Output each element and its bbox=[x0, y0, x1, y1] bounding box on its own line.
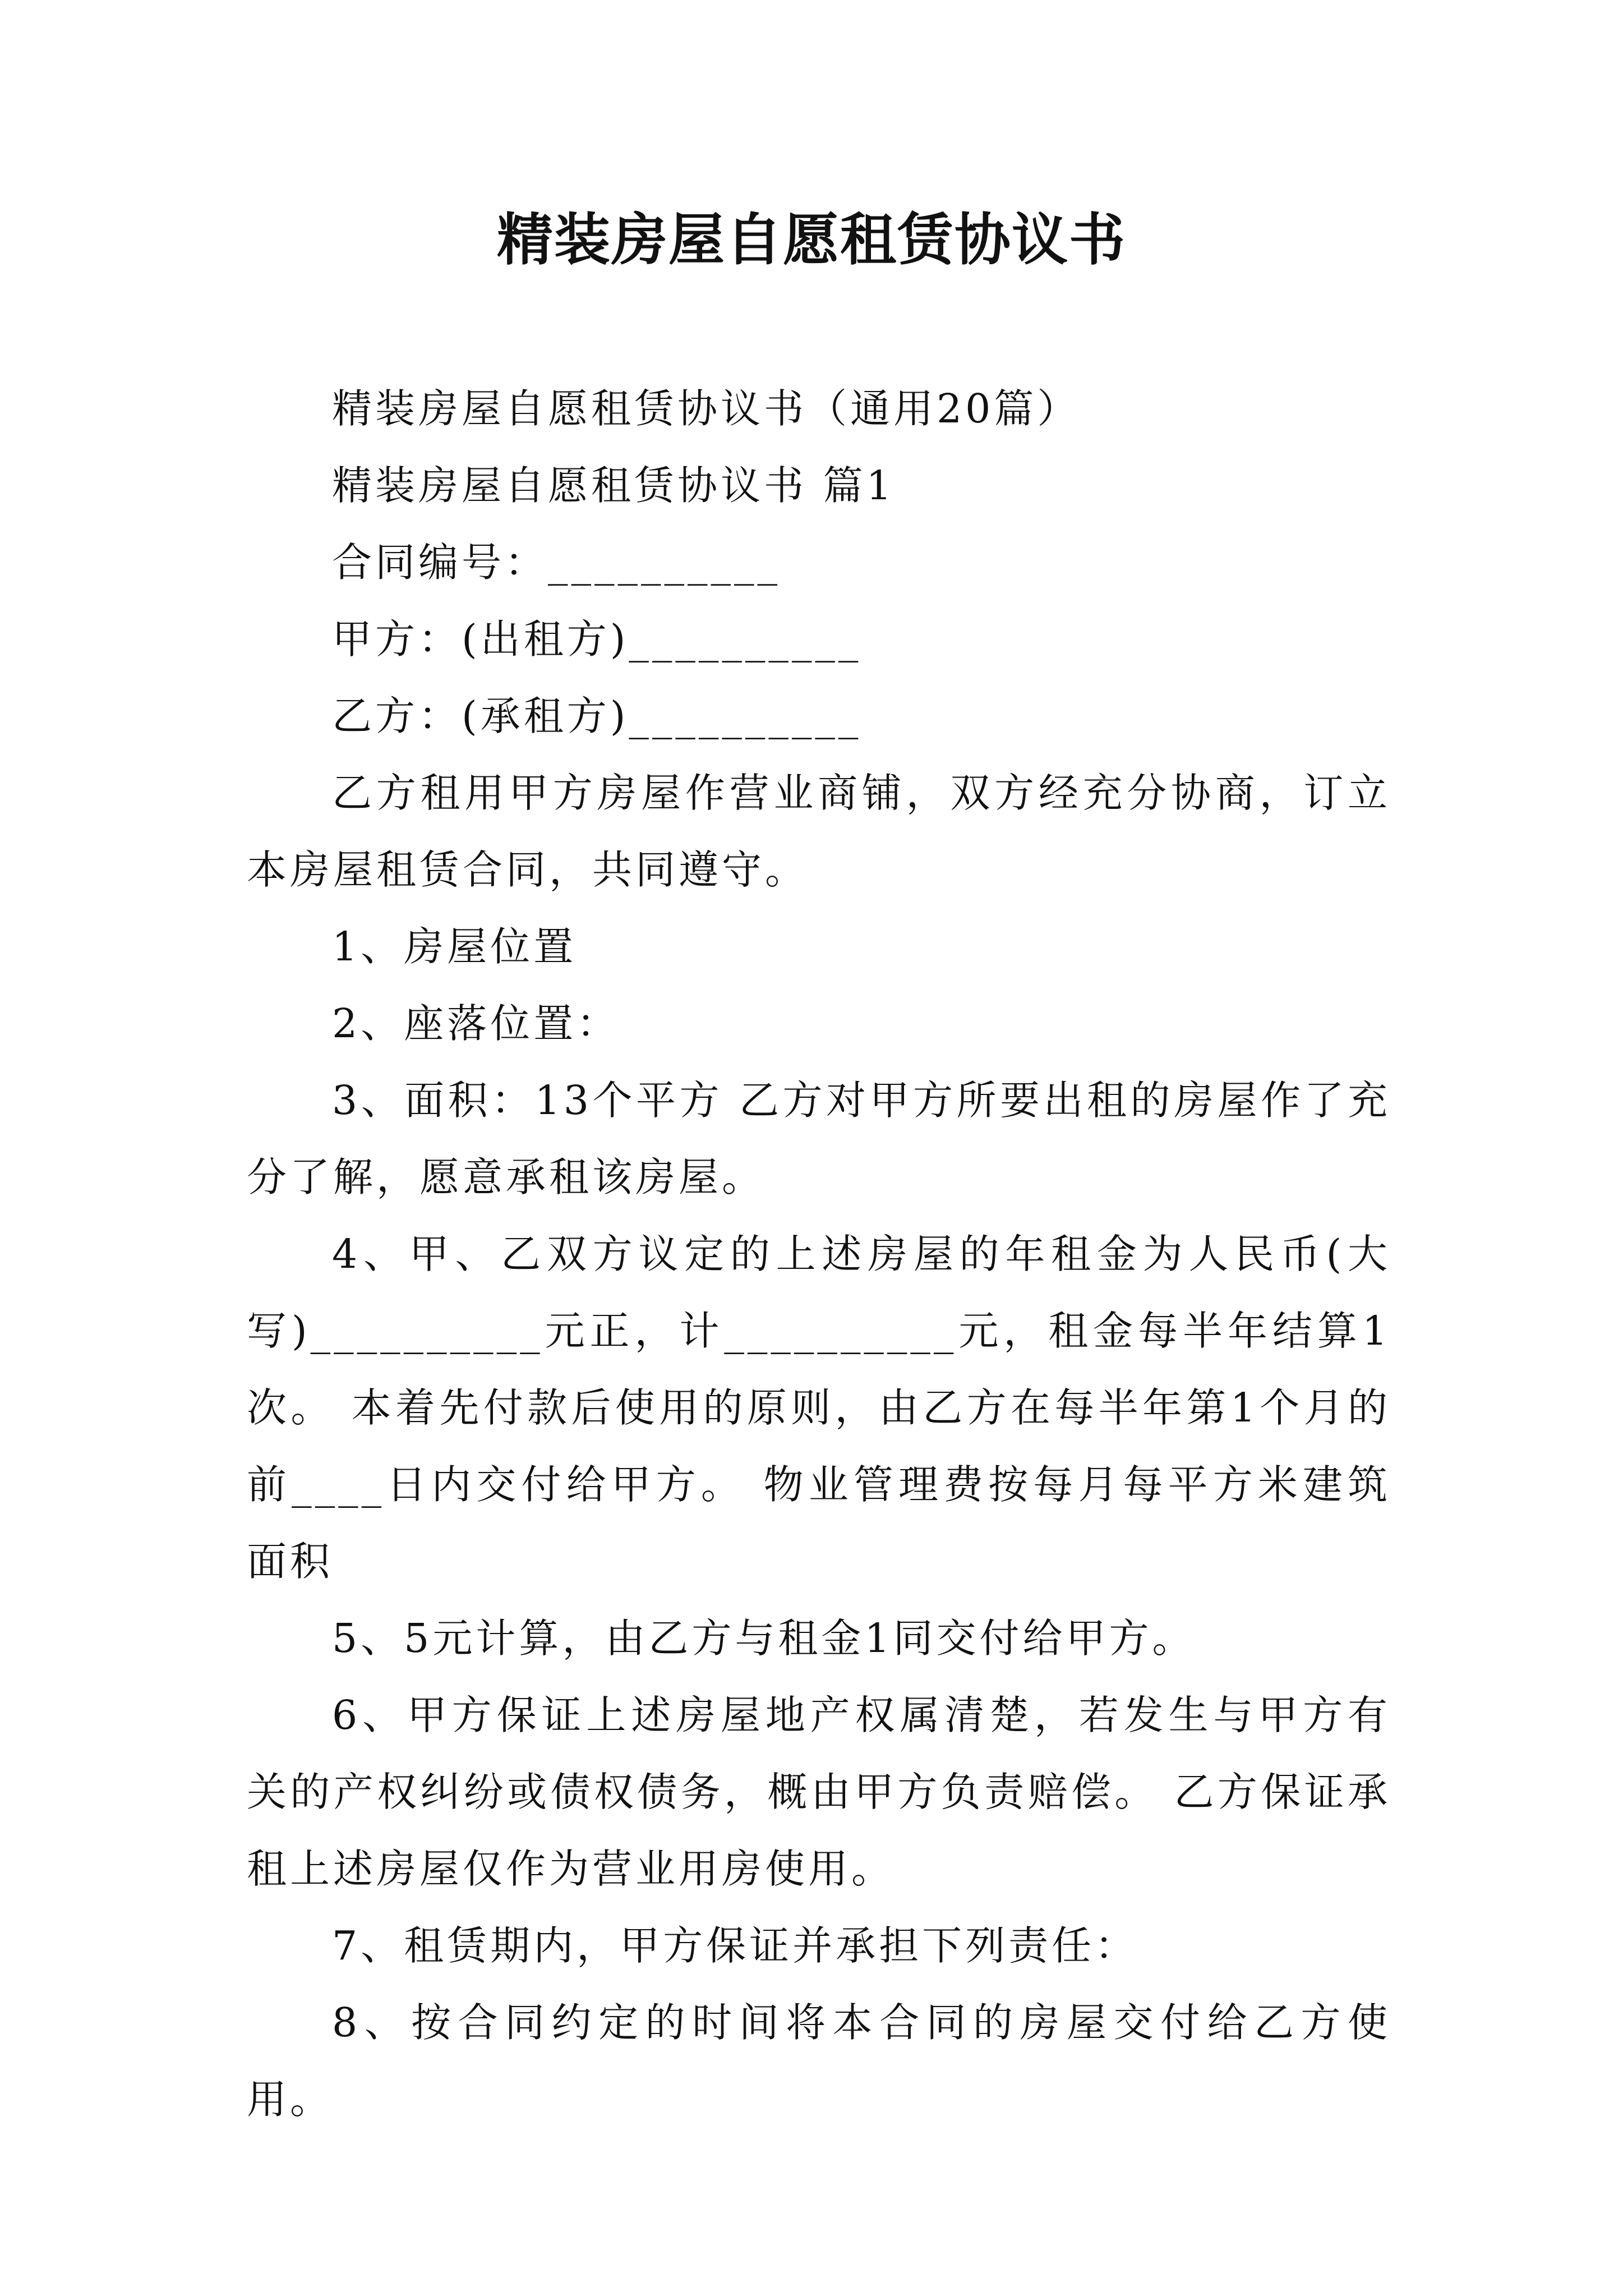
subtitle-paragraph: 精装房屋自愿租赁协议书（通用20篇） bbox=[332, 385, 1081, 432]
clause-8: 8、按合同约定的时间将本合同的房屋交付给乙方使用。 bbox=[247, 1999, 1391, 2123]
clause-3: 3、面积：13个平方 乙方对甲方所要出租的房屋作了充分了解，愿意承租该房屋。 bbox=[247, 1077, 1391, 1200]
document-title: 精装房屋自愿租赁协议书 bbox=[497, 206, 1126, 273]
document-body bbox=[247, 370, 1391, 2138]
clause-7: 7、租赁期内，甲方保证并承担下列责任： bbox=[332, 1922, 1138, 1969]
party-b-line: 乙方：(承租方)__________ bbox=[332, 693, 862, 739]
party-a-line: 甲方：(出租方)__________ bbox=[332, 616, 862, 662]
clause-5: 5、5元计算，由乙方与租金1同交付给甲方。 bbox=[332, 1615, 1196, 1662]
clause-6: 6、甲方保证上述房屋地产权属清楚，若发生与甲方有关的产权纠纷或债权债务，概由甲方负责赔偿。 乙方保证承租上述房屋仅作为营业用房使用。 bbox=[247, 1692, 1391, 1892]
intro-paragraph: 乙方租用甲方房屋作营业商铺，双方经充分协商，订立本房屋租赁合同，共同遵守。 bbox=[247, 770, 1391, 893]
clause-2: 2、座落位置： bbox=[332, 1000, 620, 1047]
section-heading: 精装房屋自愿租赁协议书 篇1 bbox=[332, 462, 895, 509]
contract-number-line: 合同编号：__________ bbox=[332, 539, 781, 586]
clause-1: 1、房屋位置 bbox=[332, 923, 577, 970]
clause-4: 4、甲、乙双方议定的上述房屋的年租金为人民币(大写)__________元正，计__________元，租金每半年结算1次。 本着先付款后使用的原则，由乙方在每半年第1个月的前____日内交付给甲方。 物业管理费按每月每平方米建筑面积 bbox=[247, 1231, 1391, 1585]
